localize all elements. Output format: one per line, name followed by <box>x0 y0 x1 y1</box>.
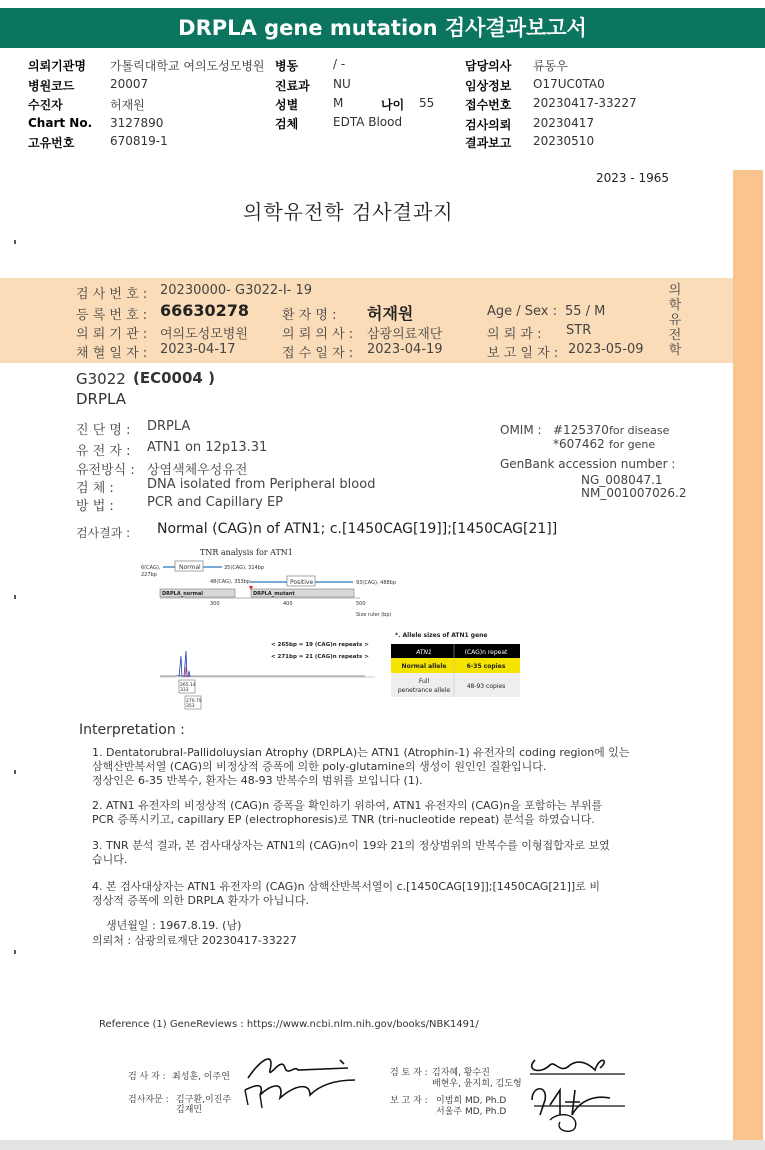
header-value: 55 <box>419 96 435 110</box>
interp-line: 습니다. <box>92 853 128 866</box>
header-label: 결과보고 <box>465 136 512 150</box>
collect-label: 채 혈 일 자 : <box>76 346 148 361</box>
header-label: 나이 <box>381 98 405 112</box>
allele-col-gene: ATN1 <box>416 649 432 656</box>
margin-mark <box>14 770 16 774</box>
header-value: O17UC0TA0 <box>533 77 605 91</box>
reviewer-label: 검 토 자 : <box>390 1068 428 1078</box>
tnr-label-6cag: 6(CAG), <box>141 565 161 571</box>
reviewer-names-2: 배현우, 윤지희, 김도형 <box>432 1079 522 1089</box>
reporter-names: 이범희 MD, Ph.D <box>436 1096 507 1106</box>
detail-value: DRPLA <box>147 419 191 434</box>
drpla-mutant-label: DRPLA_mutant <box>253 591 295 597</box>
interp-line: 정상적 증폭에 의한 DRPLA 환자가 아닙니다. <box>92 894 310 907</box>
reporter-names-2: 서울주 MD, Ph.D <box>436 1107 507 1117</box>
allele-col-repeat: (CAG)n repeat <box>464 649 508 656</box>
header-label: 병원코드 <box>28 79 75 93</box>
inst: 여의도성모병원 <box>160 327 248 342</box>
allele-normal-label: Normal allele <box>401 663 447 670</box>
header-label: 검체 <box>275 117 299 131</box>
ruler-tick-300: 300 <box>210 601 220 607</box>
interp-line: PCR 증폭시키고, capillary EP (electrophoresis)로 TNR (tri-nucleotide repeat) 분석을 하였습니다. <box>92 813 595 826</box>
dept-label: 의 뢰 과 : <box>487 327 542 342</box>
reg-no-label: 등 록 번 호 : <box>76 308 148 323</box>
side-label: 의학유전학 <box>668 283 682 358</box>
dept: STR <box>566 323 592 338</box>
drpla-normal-label: DRPLA_normal <box>162 591 203 597</box>
header-value: 20007 <box>110 77 149 91</box>
tnr-label-35cag: 35(CAG), 314bp <box>224 565 265 571</box>
agesex-label: Age / Sex : <box>487 304 558 319</box>
reviewer-names: 김자혜, 황수진 <box>432 1068 490 1078</box>
receive-label: 접 수 일 자 : <box>282 346 354 361</box>
doctor-label: 의 뢰 의 사 : <box>282 327 354 342</box>
trace-black <box>160 675 365 676</box>
detail-value: PCR and Capillary EP <box>147 495 283 510</box>
header-label: 접수번호 <box>465 98 512 112</box>
document-title: 의학유전학 검사결과지 <box>243 200 454 224</box>
tnr-positive-label: Positive <box>290 579 314 586</box>
header-value: NU <box>333 77 351 91</box>
collect-date: 2023-04-17 <box>160 342 236 357</box>
detail-label: 유전방식 : <box>76 463 135 478</box>
interpretation-heading: Interpretation : <box>79 722 185 738</box>
repeat-note-1: < 265bp = 19 (CAG)n repeats > <box>271 642 369 648</box>
omim-desc: for disease <box>609 424 670 437</box>
doctor: 삼광의료재단 <box>367 327 443 342</box>
tnr-label-227bp: 227bp <box>141 572 157 578</box>
header-value: 허재원 <box>110 98 145 112</box>
patient-name: 허재원 <box>367 304 414 323</box>
detail-label: 방 법 : <box>76 499 114 514</box>
receive-date: 2023-04-19 <box>367 342 443 357</box>
tnr-analysis-figure <box>135 543 405 713</box>
interp-line: 3. TNR 분석 결과, 본 검사대상자는 ATN1의 (CAG)n이 19와 21의 정상범위의 반복수를 이형접합자로 보였 <box>92 839 610 852</box>
page-side-strip <box>733 170 763 1140</box>
allele-full-copies: 48-93 copies <box>466 683 506 690</box>
omim-id: #125370 <box>553 423 609 437</box>
advisor-label: 검사자문 : <box>128 1095 169 1105</box>
tnr-label-93cag: 93(CAG), 488bp <box>356 580 397 586</box>
agesex: 55 / M <box>565 304 606 319</box>
peak-height-2: 353 <box>186 704 195 709</box>
omim-id: *607462 <box>553 437 605 451</box>
header-label: 진료과 <box>275 79 310 93</box>
ruler-tick-500: 500 <box>356 601 366 607</box>
interp-line: 1. Dentatorubral-Pallidoluysian Atrophy (DRPLA)는 ATN1 (Atrophin-1) 유전자의 coding region에 있는 <box>92 746 630 759</box>
header-label: 담당의사 <box>465 59 512 73</box>
report-date: 2023-05-09 <box>568 342 644 357</box>
tester-signature <box>240 1040 370 1115</box>
patient-label: 환 자 명 : <box>282 308 337 323</box>
reporter-label: 보 고 자 : <box>390 1096 428 1106</box>
header-value: EDTA Blood <box>333 115 403 129</box>
exam-no-label: 검 사 번 호 : <box>76 287 148 302</box>
page-bottom-edge <box>0 1140 765 1150</box>
margin-mark <box>14 950 16 954</box>
detail-label: 진 단 명 : <box>76 423 131 438</box>
test-code: G3022 <box>76 370 126 388</box>
test-sub-code: (EC0004 ) <box>133 369 215 387</box>
header-label: 검사의뢰 <box>465 118 512 132</box>
header-label: 성별 <box>275 98 299 112</box>
omim-label: OMIM : <box>500 423 542 437</box>
allele-size-table <box>390 628 525 700</box>
header-value: 20230510 <box>533 134 595 148</box>
header-value: 류동우 <box>533 59 568 73</box>
interp-line: 2. ATN1 유전자의 비정상적 (CAG)n 증폭을 확인하기 위하여, ATN1 유전자의 (CAG)n을 포함하는 부위를 <box>92 799 603 812</box>
detail-label: 검 체 : <box>76 481 114 496</box>
header-value: 670819-1 <box>110 134 168 148</box>
exam-no: 20230000- G3022-I- 19 <box>160 283 313 298</box>
header-value: 20230417-33227 <box>533 96 637 110</box>
referral-org: 의뢰처 : 삼광의료재단 20230417-33227 <box>92 934 297 947</box>
tnr-figure-title: TNR analysis for ATN1 <box>200 548 293 557</box>
header-label: 고유번호 <box>28 136 75 150</box>
interp-line: 삼핵산반복서열 (CAG)의 비정상적 증폭에 의한 poly-glutamine의 생성이 원인인 질환입니다. <box>92 760 547 773</box>
document-code: 2023 - 1965 <box>596 171 670 185</box>
detail-value: DNA isolated from Peripheral blood <box>147 477 376 492</box>
repeat-note-2: < 271bp = 21 (CAG)n repeats > <box>271 654 369 660</box>
header-value: 가톨릭대학교 여의도성모병원 <box>110 59 265 73</box>
tester-label: 검 사 자 : <box>128 1072 166 1082</box>
header-value: M <box>333 96 344 110</box>
result-label: 검사결과 : <box>76 526 131 540</box>
genbank-label: GenBank accession number : <box>500 457 676 471</box>
interp-line: 4. 본 검사대상자는 ATN1 유전자의 (CAG)n 삼핵산반복서열이 c.[1450CAG[19]];[1450CAG[21]]로 비 <box>92 880 600 893</box>
inst-label: 의 뢰 기 관 : <box>76 327 148 342</box>
detail-value: 상염색체우성유전 <box>147 463 248 478</box>
reg-no: 66630278 <box>160 301 250 320</box>
header-value: 20230417 <box>533 116 595 130</box>
allele-table-title: *. Allele sizes of ATN1 gene <box>395 632 488 639</box>
detail-label: 유 전 자 : <box>76 444 131 459</box>
header-label: 수진자 <box>28 98 63 112</box>
tnr-label-48cag: 48(CAG), 353bp <box>210 579 251 585</box>
genbank-accession: NM_001007026.2 <box>581 486 687 500</box>
tnr-normal-label: Normal <box>179 564 201 571</box>
margin-mark <box>14 595 16 599</box>
allele-normal-copies: 6-35 copies <box>466 663 506 670</box>
margin-mark <box>14 240 16 244</box>
peak-size-2: 270.79 <box>186 699 202 704</box>
result-value: Normal (CAG)n of ATN1; c.[1450CAG[19]];[1450CAG[21]] <box>157 521 558 537</box>
header-label: 임상정보 <box>465 79 512 93</box>
test-name: DRPLA <box>76 390 126 408</box>
header-value: / - <box>333 57 346 71</box>
reviewer-signature <box>520 1040 635 1140</box>
header-label: Chart No. <box>28 116 93 130</box>
tester-names: 최성훈, 이주연 <box>172 1072 230 1082</box>
report-label: 보 고 일 자 : <box>487 346 559 361</box>
detail-value: ATN1 on 12p13.31 <box>147 440 268 455</box>
peak-height-1: 333 <box>180 688 189 693</box>
ruler-tick-400: 400 <box>283 601 293 607</box>
reference-line: Reference (1) GeneReviews : https://www.ncbi.nlm.nih.gov/books/NBK1491/ <box>99 1019 479 1030</box>
report-banner-title: DRPLA gene mutation 검사결과보고서 <box>0 8 765 48</box>
header-value: 3127890 <box>110 116 164 130</box>
allele-full-label-2: penetrance allele <box>397 687 451 694</box>
interp-line: 정상인은 6-35 반복수, 환자는 48-93 반복수의 범위를 보입니다 (1). <box>92 774 423 787</box>
birth-date: 생년월일 : 1967.8.19. (남) <box>106 919 242 932</box>
omim-desc: for gene <box>609 438 656 451</box>
peak-trace-blue <box>179 651 190 677</box>
advisor-names-2: 김재민 <box>176 1105 203 1115</box>
allele-full-label: Full <box>418 678 430 685</box>
genbank-accession: NG_008047.1 <box>581 473 663 487</box>
ruler-caption: Size ruler (bp) <box>356 612 392 618</box>
advisor-names: 김구환,이진주 <box>176 1095 232 1105</box>
header-label: 병동 <box>275 59 299 73</box>
peak-size-1: 265.14 <box>180 683 196 688</box>
header-label: 의뢰기관명 <box>28 59 86 73</box>
